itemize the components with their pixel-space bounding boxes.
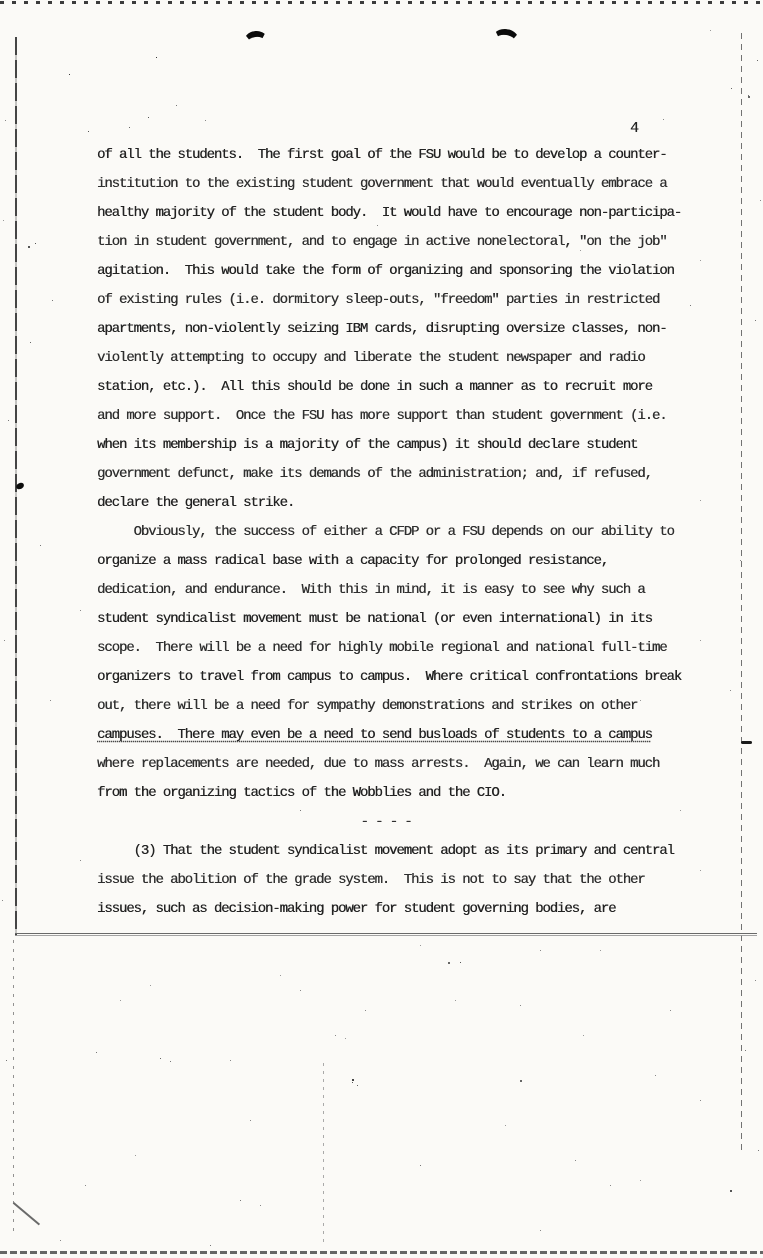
right-scan-line [741, 33, 742, 1150]
text-line: agitation. This would take the form of organizing and sponsoring the violation [97, 263, 674, 279]
typewritten-text-block [97, 141, 681, 924]
text-line: when its membership is a majority of the campus) it should declare student [97, 437, 638, 453]
text-line: tion in student government, and to engage in active nonelectoral, "on the job" [97, 234, 667, 250]
text-line: scope. There will be a need for highly mobile regional and national full-time [97, 640, 667, 656]
text-line: organizers to travel from campus to campus. Where critical confrontations break [97, 669, 682, 685]
text-line: and more support. Once the FSU has more support than student government (i.e. [97, 408, 667, 424]
text-line: from the organizing tactics of the Wobblies and the CIO. [97, 785, 506, 801]
text-line: dedication, and endurance. With this in mind, it is easy to see why such a [97, 582, 645, 598]
scan-noise-specks-large [0, 0, 2, 2]
text-line: student syndicalist movement must be national (or even international) in its [97, 611, 652, 627]
diagonal-pen-mark [13, 1202, 40, 1225]
text-line: apartments, non-violently seizing IBM cards, disrupting oversize classes, non- [97, 321, 667, 337]
text-line: violently attempting to occupy and liberate the student newspaper and radio [97, 350, 645, 366]
staple-mark-left [243, 30, 269, 52]
text-line: station, etc.). All this should be done in such a manner as to recruit more [97, 379, 652, 395]
staple-mark-right [491, 27, 521, 53]
text-line: government defunct, make its demands of the administration; and, if refused, [97, 466, 652, 482]
text-line: of existing rules (i.e. dormitory sleep-outs, "freedom" parties in restricted [97, 292, 660, 308]
top-dotted-edge [0, 1, 763, 4]
separator-line: - - - - [360, 814, 412, 830]
mid-horizontal-scan-line [15, 933, 757, 936]
text-line: issue the abolition of the grade system. This is not to say that the other [97, 872, 645, 888]
text-line: issues, such as decision-making power for student governing bodies, are [97, 901, 616, 917]
text-line: out, there will be a need for sympathy demonstrations and strikes on other [97, 698, 638, 714]
text-line: declare the general strike. [97, 495, 295, 511]
right-margin-dash-mark [741, 741, 752, 744]
text-line: campuses. There may even be a need to send busloads of students to a campus [97, 727, 652, 743]
dotted-vertical-artifact [323, 1063, 324, 1245]
text-line: Obviously, the success of either a CFDP or a FSU depends on our ability to [97, 524, 674, 540]
text-line: organize a mass radical base with a capacity for prolonged resistance, [97, 553, 609, 569]
left-scan-line-lower [13, 940, 14, 1235]
page-number: 4 [630, 120, 639, 137]
text-line: of all the students. The first goal of the FSU would be to develop a counter- [97, 147, 667, 163]
bottom-dashed-edge [0, 1251, 763, 1254]
ink-blob-mark [15, 482, 24, 490]
text-line: where replacements are needed, due to mass arrests. Again, we can learn much [97, 756, 660, 772]
text-line: healthy majority of the student body. It would have to encourage non-participa- [97, 205, 682, 221]
text-line: institution to the existing student government that would eventually embrace a [97, 176, 667, 192]
text-line: (3) That the student syndicalist movement adopt as its primary and central [97, 843, 674, 859]
